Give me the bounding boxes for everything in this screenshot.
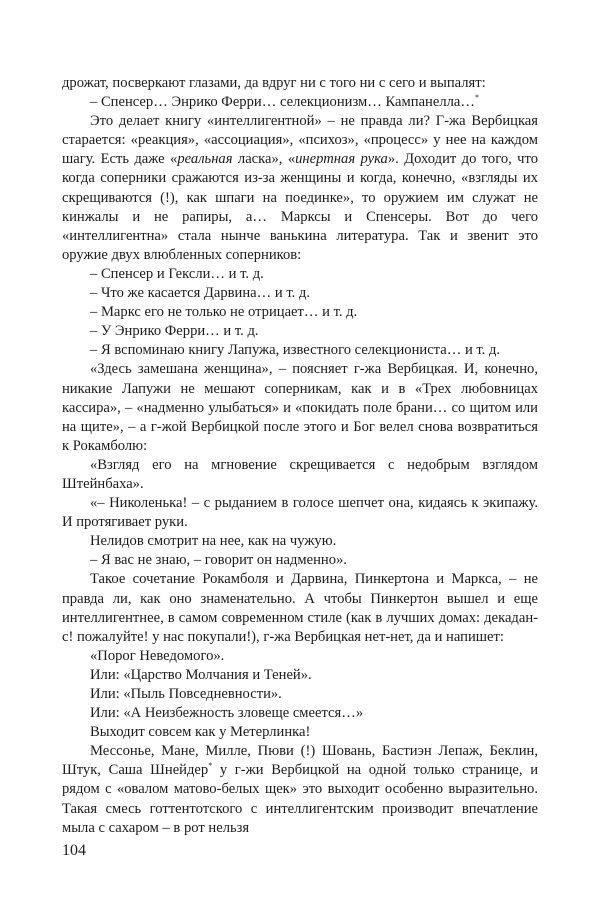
italic-phrase: инертная рука	[295, 151, 388, 168]
paragraph-10: «Взгляд его на мгновение скрещивается с недобрым взглядом Штейнбаха».	[62, 456, 538, 492]
paragraph-9: «Здесь замешана женщина», – поясняет г-жа Вербицкая. И, конечно, никакие Лапужи не мешают соперникам, как и в «Трех любовницах кассира», – «надменно улыбаться» и «покидать поле брани… со щитом или на щите», – а г-жой Вербицкой после этого и Бог велел снова возвратиться к Рокамболю:	[62, 361, 538, 454]
paragraph-17: Или: «Пыль Повседневности».	[90, 686, 282, 702]
paragraph-7: – У Энрико Ферри… и т. д.	[90, 323, 259, 340]
paragraph-18: Или: «А Неизбежность зловеще смеется…»	[90, 705, 364, 722]
paragraph-3	[62, 112, 538, 265]
paragraph-1: дрожат, посверкают глазами, да вдруг ни с того ни с сего и выпалят:	[62, 75, 486, 91]
italic-phrase: реальная	[177, 151, 233, 168]
page-body	[62, 74, 538, 838]
footnote-marker: *	[474, 93, 479, 103]
paragraph-2	[62, 93, 538, 112]
paragraph-14: Такое сочетание Рокамболя и Дарвина, Пинкертона и Маркса, – не правда ли, как оно знаменательно. А чтобы Пинкертон вышел и еще интеллигентнее, в самом современном стиле (как в лучших домах: декадан-с! пожалуйте! у нас покупали!), г-жа Вербицкая нет-нет, да и напишет:	[62, 571, 538, 645]
paragraph-20-part: Мессонье, Мане, Милле, Пюви (!) Шовань, Бастиэн Лепаж, Беклин, Штук, Саша Шнейдер	[62, 743, 538, 779]
paragraph-8: – Я вспоминаю книгу Лапужа, известного селекциониста… и т. д.	[90, 342, 501, 359]
paragraph-3-part: ласка», «	[232, 151, 296, 168]
footnote-marker: *	[208, 761, 213, 771]
paragraph-4: – Спенсер и Гексли… и т. д.	[90, 265, 264, 282]
paragraph-3-part: ». Доходит до того, что когда соперники сражаются из-за женщины и когда, конечно, «взгляды их скрещиваются (!), как шпаги на поединке», то оружием им служат не кинжалы и не рапиры, а… Марксы и Спенсеры. Вот до чего «интеллигентна» стала нынче ванькина литература. Так и звенит это оружие двух влюбленных соперников:	[62, 151, 538, 263]
paragraph-20-part: у г-жи Вербицкой на одной только странице, и рядом с «овалом матово-белых щек» это выходит особенно выразительно. Такая смесь готтентотского с интеллигентским производит впечатление мыла с сахаром – в рот нельзя	[62, 762, 538, 836]
paragraph-5: – Что же касается Дарвина… и т. д.	[90, 285, 310, 302]
paragraph-3-part: Это делает книгу «интеллигентной» – не правда ли? Г-жа Вербицкая старается: «реакция», «ассоциация», «психоз», «процесс» у нее на каждом шагу. Есть даже «	[62, 113, 538, 168]
paragraph-12: Нелидов смотрит на нее, как на чужую.	[90, 533, 337, 550]
paragraph-13: – Я вас не знаю, – говорит он надменно».	[90, 552, 347, 569]
page-number: 104	[62, 842, 86, 859]
paragraph-20	[62, 742, 538, 837]
paragraph-19: Выходит совсем как у Метерлинка!	[90, 724, 311, 741]
paragraph-11: «– Николенька! – с рыданием в голосе шепчет она, кидаясь к экипажу. И протягивает руки.	[62, 495, 538, 531]
paragraph-6: – Маркс его не только не отрицает… и т. д.	[90, 304, 358, 321]
paragraph-2-text: – Спенсер… Энрико Ферри… селекционизм… Кампанелла…	[90, 94, 475, 111]
paragraph-16: Или: «Царство Молчания и Теней».	[90, 666, 312, 683]
paragraph-15: «Порог Неведомого».	[90, 647, 225, 664]
